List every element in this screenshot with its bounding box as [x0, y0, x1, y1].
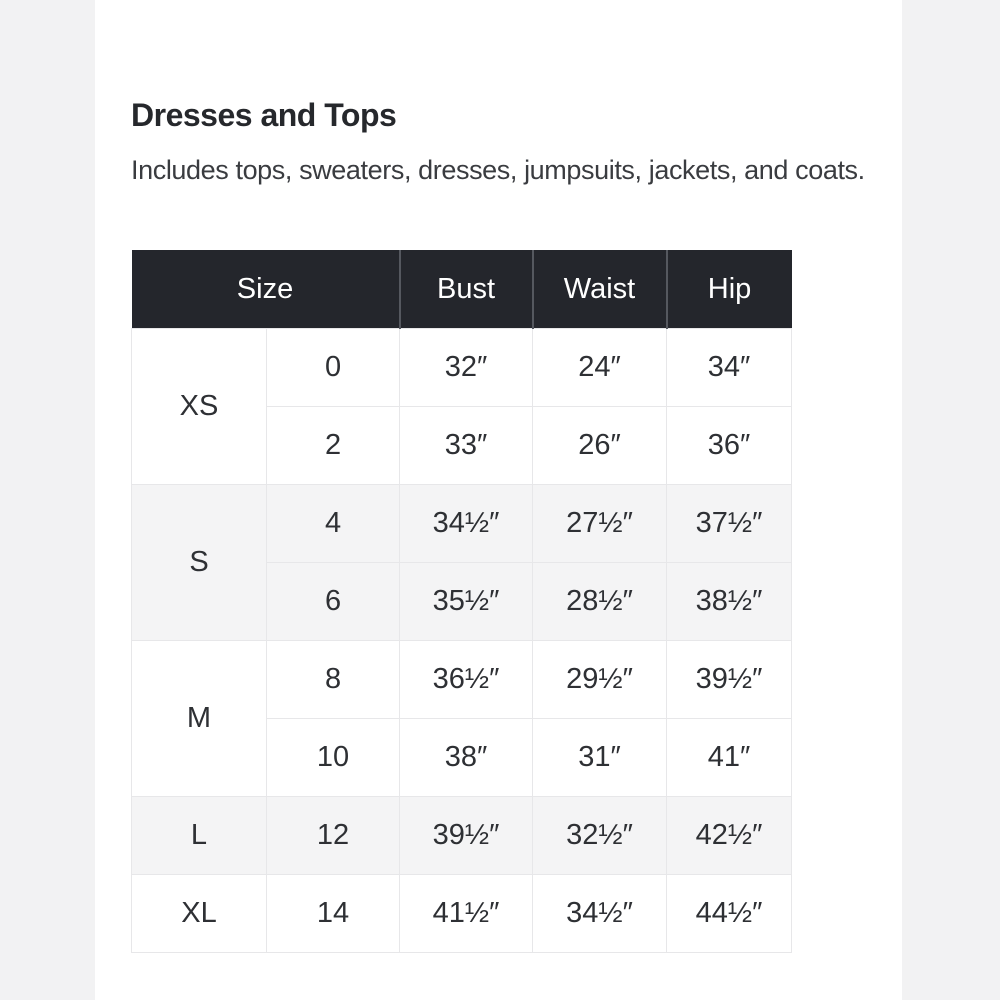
cell-waist: 27½″: [533, 485, 667, 563]
size-group-label: M: [132, 641, 267, 797]
table-row: [132, 329, 792, 407]
cell-hip: 44½″: [667, 875, 792, 953]
cell-waist: 26″: [533, 407, 667, 485]
cell-waist: 29½″: [533, 641, 667, 719]
cell-hip: 38½″: [667, 563, 792, 641]
table-row: [132, 641, 792, 719]
page-subtitle: Includes tops, sweaters, dresses, jumpsuits, jackets, and coats.: [131, 155, 865, 185]
cell-waist: 28½″: [533, 563, 667, 641]
cell-bust: 41½″: [400, 875, 533, 953]
cell-size: 6: [267, 563, 400, 641]
table-row: [132, 797, 792, 875]
cell-hip: 42½″: [667, 797, 792, 875]
size-group-label: XS: [132, 329, 267, 485]
cell-waist: 34½″: [533, 875, 667, 953]
cell-size: 2: [267, 407, 400, 485]
size-guide-page: [95, 0, 902, 1000]
cell-hip: 34″: [667, 329, 792, 407]
cell-size: 14: [267, 875, 400, 953]
table-row: [132, 485, 792, 563]
cell-waist: 31″: [533, 719, 667, 797]
cell-size: 4: [267, 485, 400, 563]
header-bust: Bust: [400, 250, 533, 329]
header-waist: Waist: [533, 250, 667, 329]
size-group-label: S: [132, 485, 267, 641]
size-chart-header: [132, 250, 792, 329]
cell-hip: 36″: [667, 407, 792, 485]
size-chart-body: [132, 329, 792, 953]
cell-bust: 38″: [400, 719, 533, 797]
cell-bust: 34½″: [400, 485, 533, 563]
header-hip: Hip: [667, 250, 792, 329]
cell-bust: 33″: [400, 407, 533, 485]
cell-size: 12: [267, 797, 400, 875]
cell-bust: 35½″: [400, 563, 533, 641]
cell-size: 10: [267, 719, 400, 797]
cell-size: 8: [267, 641, 400, 719]
size-chart-table: [131, 250, 792, 953]
page-title: Dresses and Tops: [131, 97, 397, 133]
header-row: [132, 250, 792, 329]
size-group-label: XL: [132, 875, 267, 953]
size-chart-viewport: [131, 250, 795, 929]
cell-size: 0: [267, 329, 400, 407]
cell-bust: 36½″: [400, 641, 533, 719]
cell-hip: 37½″: [667, 485, 792, 563]
cell-bust: 39½″: [400, 797, 533, 875]
header-size: Size: [132, 250, 400, 329]
cell-waist: 32½″: [533, 797, 667, 875]
size-group-label: L: [132, 797, 267, 875]
cell-hip: 41″: [667, 719, 792, 797]
cell-hip: 39½″: [667, 641, 792, 719]
cell-waist: 24″: [533, 329, 667, 407]
table-row: [132, 875, 792, 953]
cell-bust: 32″: [400, 329, 533, 407]
